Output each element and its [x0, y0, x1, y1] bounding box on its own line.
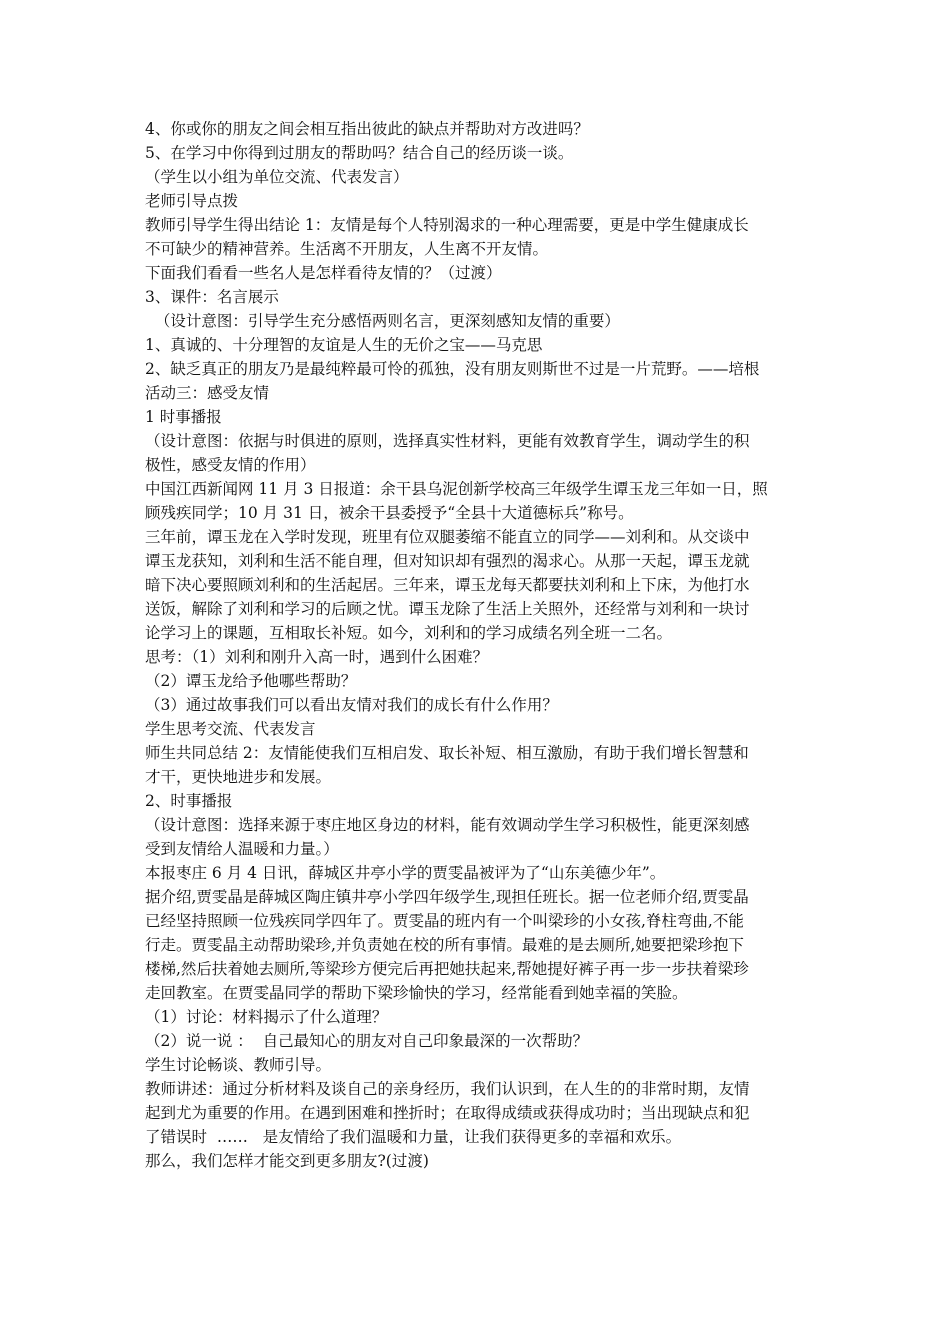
text-line: （设计意图：引导学生充分感悟两则名言，更深刻感知友情的重要） — [145, 312, 620, 330]
text-line: （设计意图：选择来源于枣庄地区身边的材料，能有效调动学生学习积极性，能更深刻感 — [145, 816, 750, 834]
quote-line: 2、缺乏真正的朋友乃是最纯粹最可怜的孤独，没有朋友则斯世不过是一片荒野。——培根 — [145, 360, 760, 378]
text-line: 论学习上的课题，互相取长补短。如今，刘利和的学习成绩名列全班一二名。 — [145, 624, 673, 642]
text-line: 4、你或你的朋友之间会相互指出彼此的缺点并帮助对方改进吗？ — [145, 120, 589, 138]
text-line: 极性，感受友情的作用） — [145, 456, 316, 474]
section-heading: 1 时事播报 — [145, 408, 222, 426]
text-line: 谭玉龙获知，刘利和生活不能自理，但对知识却有强烈的渴求心。从那一天起，谭玉龙就 — [145, 552, 750, 570]
text-line: 已经坚持照顾一位残疾同学四年了。贾雯晶的班内有一个叫梁珍的小女孩,脊柱弯曲,不能 — [145, 912, 744, 930]
text-line: 了错误时 …… 是友情给了我们温暖和力量，让我们获得更多的幸福和欢乐。 — [145, 1128, 682, 1146]
text-line: 本报枣庄 6 月 4 日讯，薛城区井亭小学的贾雯晶被评为了“山东美德少年”。 — [145, 864, 666, 882]
text-line: 走回教室。在贾雯晶同学的帮助下梁珍愉快的学习，经常能看到她幸福的笑脸。 — [145, 984, 688, 1002]
text-line: 师生共同总结 2：友情能使我们互相启发、取长补短、相互激励，有助于我们增长智慧和 — [145, 744, 749, 762]
question-line: （1）讨论：材料揭示了什么道理？ — [145, 1008, 388, 1026]
section-heading: 老师引导点拨 — [145, 192, 239, 210]
text-line: （设计意图：依据与时俱进的原则，选择真实性材料，更能有效教育学生，调动学生的积 — [145, 432, 750, 450]
question-line: （2）说一说 ： 自己最知心的朋友对自己印象最深的一次帮助？ — [145, 1032, 589, 1050]
document-page — [145, 117, 810, 1173]
text-line: 受到友情给人温暖和力量。） — [145, 840, 339, 858]
text-line: 5、在学习中你得到过朋友的帮助吗？结合自己的经历谈一谈。 — [145, 144, 574, 162]
text-line: 起到尤为重要的作用。在遇到困难和挫折时；在取得成绩或获得成功时；当出现缺点和犯 — [145, 1104, 750, 1122]
question-line: 思考：（1）刘利和刚升入高一时，遇到什么困难？ — [145, 648, 489, 666]
section-heading: 3、课件：名言展示 — [145, 288, 279, 306]
section-heading: 2、时事播报 — [145, 792, 233, 810]
text-line: 才干，更快地进步和发展。 — [145, 768, 332, 786]
text-line: 学生思考交流、代表发言 — [145, 720, 316, 738]
text-line: 暗下决心要照顾刘利和的生活起居。三年来，谭玉龙每天都要扶刘利和上下床，为他打水 — [145, 576, 750, 594]
text-line: 那么，我们怎样才能交到更多朋友?(过渡) — [145, 1152, 429, 1170]
question-line: （3）通过故事我们可以看出友情对我们的成长有什么作用？ — [145, 696, 558, 714]
text-line: 顾残疾同学；10 月 31 日，被余干县委授予“全县十大道德标兵”称号。 — [145, 504, 634, 522]
text-line: 教师引导学生得出结论 1：友情是每个人特别渴求的一种心理需要，更是中学生健康成长 — [145, 216, 749, 234]
text-line: 中国江西新闻网 11 月 3 日报道：余干县乌泥创新学校高三年级学生谭玉龙三年如一日，照 — [145, 480, 768, 498]
question-line: （2）谭玉龙给予他哪些帮助？ — [145, 672, 357, 690]
text-line: 据介绍,贾雯晶是薛城区陶庄镇井亭小学四年级学生,现担任班长。据一位老师介绍,贾雯晶 — [145, 888, 749, 906]
text-line: 楼梯,然后扶着她去厕所,等梁珍方便完后再把她扶起来,帮她提好裤子再一步一步扶着梁珍 — [145, 960, 749, 978]
text-line: 学生讨论畅谈、教师引导。 — [145, 1056, 332, 1074]
text-line: 教师讲述：通过分析材料及谈自己的亲身经历，我们认识到，在人生的的非常时期，友情 — [145, 1080, 750, 1098]
text-line: 不可缺少的精神营养。生活离不开朋友，人生离不开友情。 — [145, 240, 549, 258]
text-line: 三年前，谭玉龙在入学时发现，班里有位双腿萎缩不能直立的同学——刘利和。从交谈中 — [145, 528, 750, 546]
text-line: 送饭，解除了刘利和学习的后顾之忧。谭玉龙除了生活上关照外，还经常与刘利和一块讨 — [145, 600, 750, 618]
text-line: （学生以小组为单位交流、代表发言） — [145, 168, 409, 186]
section-heading: 活动三：感受友情 — [145, 384, 270, 402]
text-line: 下面我们看看一些名人是怎样看待友情的？（过渡） — [145, 264, 502, 282]
text-line: 行走。贾雯晶主动帮助梁珍,并负责她在校的所有事情。最难的是去厕所,她要把梁珍抱下 — [145, 936, 744, 954]
quote-line: 1、真诚的、十分理智的友谊是人生的无价之宝——马克思 — [145, 336, 543, 354]
